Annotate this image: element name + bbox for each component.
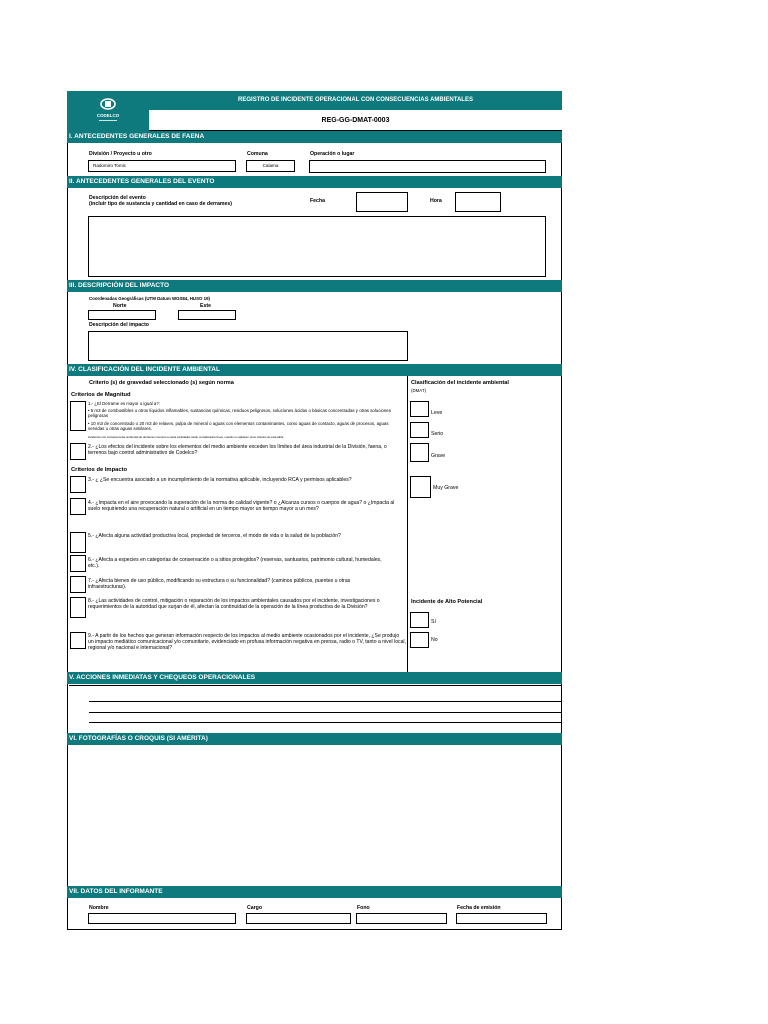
acciones-line-1[interactable] xyxy=(69,685,561,686)
checkbox-item-7[interactable] xyxy=(70,576,86,593)
muy-grave-label: Muy Grave xyxy=(433,485,459,491)
operacion-label: Operación o lugar xyxy=(310,151,355,157)
frame-right-line xyxy=(561,131,562,930)
fono-label: Fono xyxy=(357,905,370,911)
item-1-line-2: • 5 m3 de combustibles u otros líquidos inflamables, sustancias químicas, residuos peligrosos, soluciones ácidas o básicas concentradas y otras soluciones peligrosas xyxy=(88,408,391,419)
checkbox-item-3[interactable] xyxy=(70,476,86,493)
nombre-label: Nombre xyxy=(89,905,109,911)
item-6-text: 6.- ¿Afecta a especies en categorías de conservación o a sitios protegidos? (reservas, santuarios, patrimonio cultural, humedales, etc.). xyxy=(88,557,382,570)
grave-label: Grave xyxy=(431,453,446,459)
checkbox-grave[interactable] xyxy=(410,443,429,462)
cargo-label: Cargo xyxy=(247,905,262,911)
clasificacion-subheading: (DMAT) xyxy=(411,388,427,393)
section-1-header: I. ANTECEDENTES GENERALES DE FAENA xyxy=(67,131,562,143)
cargo-field[interactable] xyxy=(246,913,351,924)
section-5-header: V. ACCIONES INMEDIATAS Y CHEQUEOS OPERACIONALES xyxy=(67,672,562,684)
form-title: REGISTRO DE INCIDENTE OPERACIONAL CON CONSECUENCIAS AMBIENTALES xyxy=(238,97,473,103)
item-4-text: 4.- ¿Impacta en el aire provocando la superación de la norma de calidad vigente? o ¿Alcanza cursos o cuerpos de agua? o ¿Impacta al suelo requiriendo una recuperación natural o artificial en un tiempo mayor un tiempo mayor a un mes? xyxy=(88,500,395,513)
checkbox-item-1[interactable] xyxy=(70,401,86,431)
division-value: Radomiro Tomic xyxy=(93,163,127,168)
item-1-line-3: • 10 m3 de concentrado o 20 m3 de relaves, pulpa de mineral o aguas con elementos contaminantes, como aguas de contacto, aguas de procesos, aguas servidas u otras aguas similares. xyxy=(88,421,389,432)
fono-field[interactable] xyxy=(356,913,447,924)
descripcion-evento-textarea[interactable] xyxy=(88,216,546,277)
checkbox-serio[interactable] xyxy=(410,422,429,438)
impacto-label: Descripción del impacto xyxy=(89,322,149,328)
section-7-header: VII. DATOS DEL INFORMANTE xyxy=(67,886,562,898)
coords-label: Coordenadas Geográficas (UTM Datum WGS84, HUSO 19) xyxy=(89,296,211,301)
section-3-header: III. DESCRIPCIÓN DEL IMPACTO xyxy=(67,280,562,292)
no-label: No xyxy=(431,637,438,643)
si-label: Sí xyxy=(431,619,436,625)
magnitud-heading: Criterios de Magnitud xyxy=(71,392,131,398)
logo-text: CODELCO xyxy=(96,113,120,118)
division-field[interactable] xyxy=(88,160,236,172)
checkbox-item-9[interactable] xyxy=(70,632,86,649)
checkbox-item-6[interactable] xyxy=(70,555,86,572)
checkbox-item-8[interactable] xyxy=(70,597,86,618)
item-5-text: 5.- ¿Afecta alguna actividad productiva local, propiedad de terceros, el modo de vida o la salud de la población? xyxy=(88,533,341,539)
fecha-field[interactable] xyxy=(356,192,408,212)
checkbox-item-2[interactable] xyxy=(70,443,86,460)
clasificacion-heading: Clasificación del incidente ambiental xyxy=(411,380,509,386)
division-label: División / Proyecto u otro xyxy=(89,151,152,157)
item-1-line-1: 1.- ¿El Derrame es mayor o igual a?: xyxy=(88,401,160,406)
leve-label: Leve xyxy=(431,410,443,416)
nombre-field[interactable] xyxy=(88,913,236,924)
comuna-field[interactable] xyxy=(246,160,295,172)
impacto-textarea[interactable] xyxy=(88,331,408,361)
serio-label: Serio xyxy=(431,431,444,437)
criterio-heading: Criterio (s) de gravedad seleccionado (s) según norma xyxy=(89,380,234,386)
frame-bottom-line xyxy=(67,929,562,930)
acciones-line-2[interactable] xyxy=(89,701,561,702)
item-9-text: 9.- A partir de los hechos que generan información respecto de los impactos al medio ambiente ocasionados por el incidente, ¿Se produjo un impacto mediático comunicacional y/o comunitario, evidenciado en profusa información negativa en prensa, radio o TV, tanto a nivel local, regional y/o nacional e internacional? xyxy=(88,633,406,652)
alto-potencial-heading: Incidente de Alto Potencial xyxy=(411,599,483,605)
fecha-label: Fecha xyxy=(310,198,325,204)
operacion-field[interactable] xyxy=(309,160,546,173)
comuna-label: Comuna xyxy=(247,151,268,157)
header-logo-block xyxy=(67,91,149,131)
item-3-text: 3.- ¿ ¿Se encuentra asociado a un incumplimiento de la normativa aplicable, incluyendo RCA y permisos aplicables? xyxy=(88,477,352,483)
checkbox-item-4[interactable] xyxy=(70,498,86,515)
checkbox-no[interactable] xyxy=(410,632,429,648)
logo-subtext-line xyxy=(99,120,117,121)
norte-field[interactable] xyxy=(88,310,156,320)
descripcion-evento-sublabel: (incluir tipo de sustancia y cantidad en caso de derrames) xyxy=(89,201,232,207)
acciones-line-4[interactable] xyxy=(89,722,561,723)
checkbox-muy-grave[interactable] xyxy=(410,476,431,498)
hora-label: Hora xyxy=(430,198,442,204)
item-7-text: 7.- ¿Afecta bienes de uso público, modificando su estructura o su funcionalidad? (caminos públicos, puentes u otras infraestructuras). xyxy=(88,578,351,591)
section-4-header: IV. CLASIFICACIÓN DEL INCIDENTE AMBIENTAL xyxy=(67,364,562,376)
item-1-note: Incidentes con consecuencias ambiental de derrames menores a estas cantidades serán considerados leves, cuando no apliquen otros criterios de esta tabla xyxy=(88,435,284,439)
item-2-text: 2.- ¿Los efectos del incidente sobre los elementos del medio ambiente exceden los límites del área industrial de la División, faena, o terrenos bajo control administrativo de Codelco? xyxy=(88,444,387,457)
checkbox-item-5[interactable] xyxy=(70,532,86,553)
este-label: Este xyxy=(200,303,211,309)
fecha-emision-field[interactable] xyxy=(456,913,547,924)
section-4-divider xyxy=(407,376,408,672)
fecha-emision-label: Fecha de emisión xyxy=(457,905,501,911)
codelco-logo-icon xyxy=(96,97,120,113)
section-2-header: II. ANTECEDENTES GENERALES DEL EVENTO xyxy=(67,176,562,188)
checkbox-leve[interactable] xyxy=(410,401,429,417)
descripcion-evento-label: Descripción del evento xyxy=(89,195,146,201)
este-field[interactable] xyxy=(178,310,236,320)
section-6-header: VI. FOTOGRAFÍAS O CROQUIS (SI AMERITA) xyxy=(67,733,562,745)
fotografias-area[interactable] xyxy=(68,745,561,886)
impacto-criteria-heading: Criterios de Impacto xyxy=(71,467,128,473)
checkbox-si[interactable] xyxy=(410,612,429,628)
form-code: REG-GG-DMAT-0003 xyxy=(321,117,390,124)
comuna-value: Calama xyxy=(262,163,279,168)
item-8-text: 8.- ¿Las actividades de control, mitigación o reparación de los impactos ambientales causados por el incidente, investigaciones o requerimientos de la autoridad que surjan de él, afectan la continuidad de la operación de la línea productiva de la División? xyxy=(88,598,380,611)
acciones-line-3[interactable] xyxy=(89,712,561,713)
hora-field[interactable] xyxy=(455,192,501,212)
norte-label: Norte xyxy=(113,303,127,309)
